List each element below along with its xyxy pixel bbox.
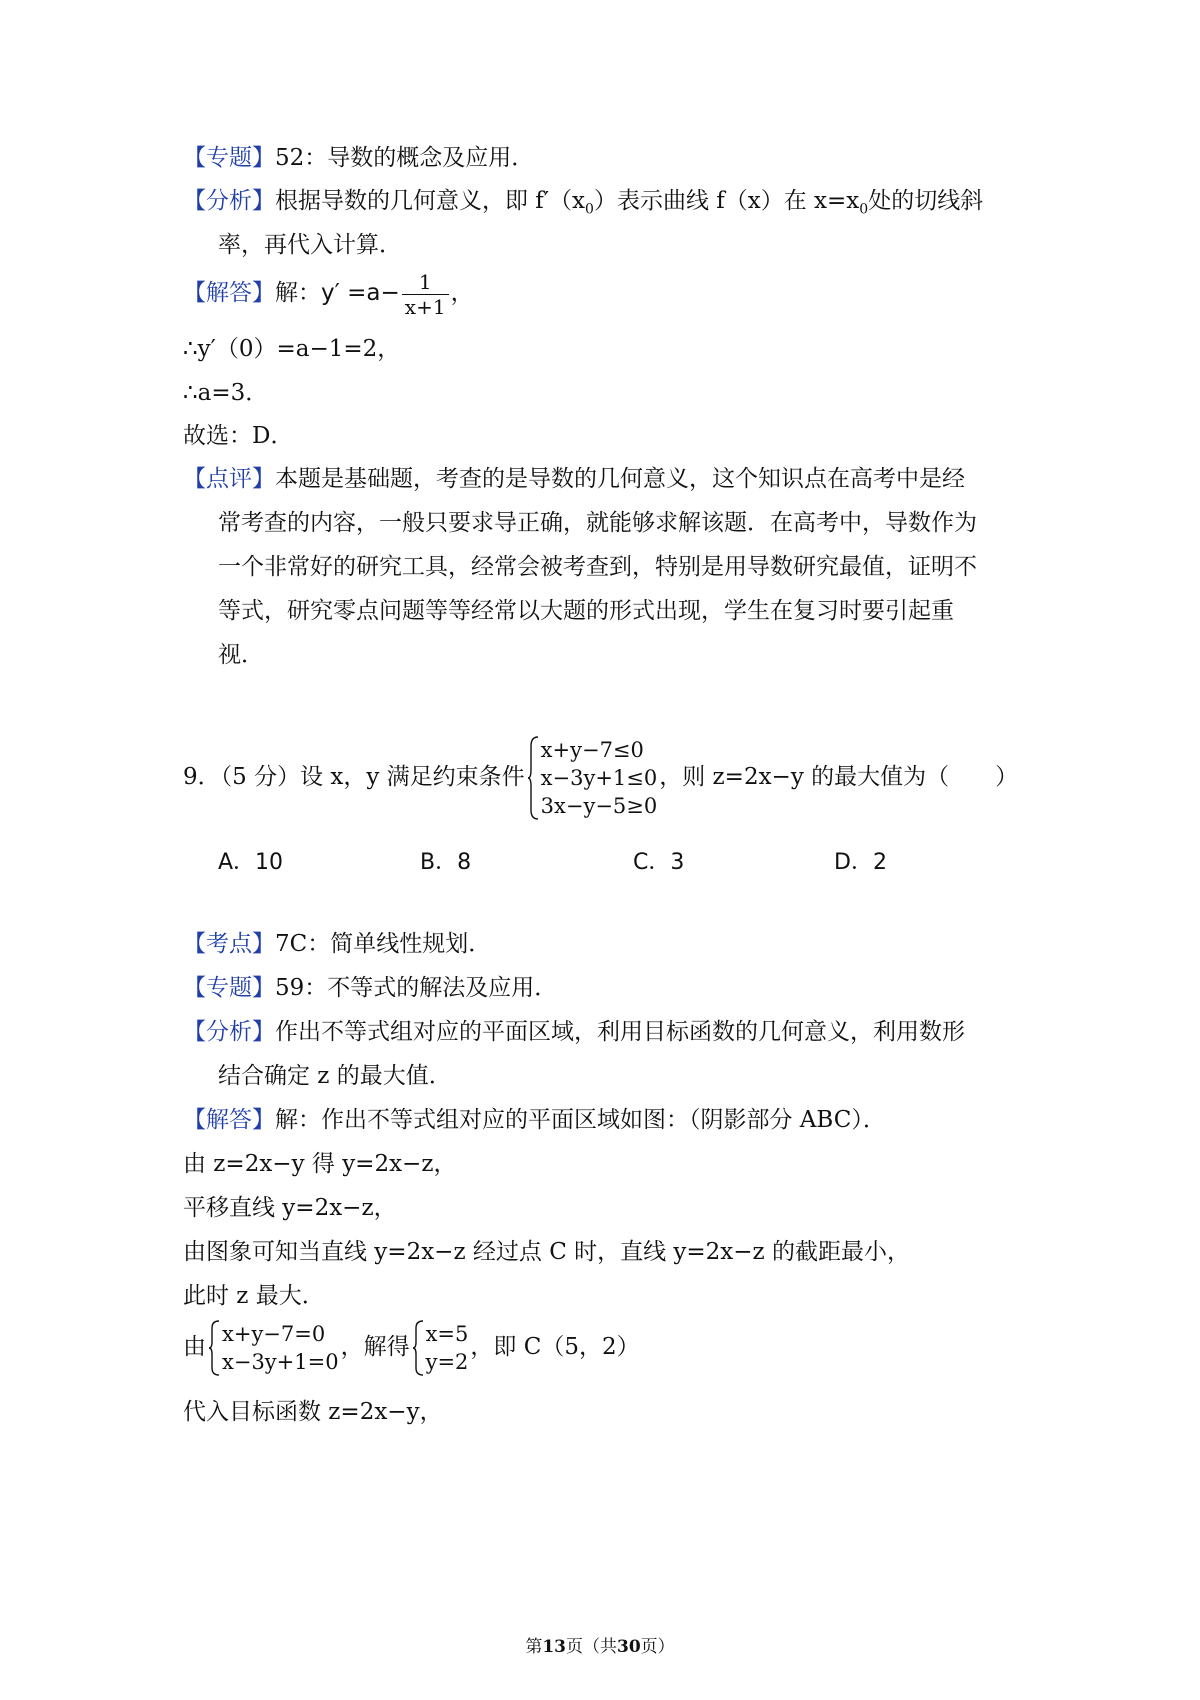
review-line-2: 常考查的内容，一般只要求导正确，就能够求解该题．在高考中，导数作为 xyxy=(218,510,977,536)
fraction-denominator: x+1 xyxy=(404,294,446,319)
option-b: B．8 xyxy=(420,850,472,875)
constraint-row: x−3y+1≤0 xyxy=(540,766,658,790)
answer-text-2: 解：作出不等式组对应的平面区域如图：（阴影部分 ABC）． xyxy=(275,1107,886,1133)
solution-step-4: 此时 z 最大． xyxy=(183,1283,325,1309)
question-stem-b: ，则 z=2x−y 的最大值为（ ） xyxy=(659,764,1019,790)
review-line-4: 等式，研究零点问题等等经常以大题的形式出现，学生在复习时要引起重 xyxy=(218,598,954,624)
page-number: 13 xyxy=(542,1637,566,1657)
equation-row: x+y−7=0 xyxy=(222,1322,326,1346)
topic-text-2: 59：不等式的解法及应用． xyxy=(275,975,558,1001)
left-brace-icon xyxy=(208,1320,220,1376)
step5-b: ，解得 xyxy=(340,1334,410,1360)
analysis-line-2: 率，再代入计算． xyxy=(218,232,402,258)
analysis-tag-2: 【分析】 xyxy=(183,1019,275,1045)
analysis-line-1 xyxy=(183,185,983,226)
equation-row: y=2 xyxy=(425,1350,469,1374)
option-a: A．10 xyxy=(218,850,284,875)
review-text: 本题是基础题，考查的是导数的几何意义，这个知识点在高考中是经 xyxy=(275,466,965,492)
equation-row: x−3y+1=0 xyxy=(222,1350,339,1374)
analysis-tag: 【分析】 xyxy=(183,188,275,214)
review-line-1 xyxy=(183,463,965,495)
analysis-text-b: ）表示曲线 f（x）在 x=x xyxy=(593,188,860,214)
equation-system-1 xyxy=(208,1320,339,1376)
answer-tag-2: 【解答】 xyxy=(183,1107,275,1133)
left-brace-icon xyxy=(527,736,539,820)
step-2: ∴a=3． xyxy=(183,380,269,406)
topic-tag-2: 【专题】 xyxy=(183,975,275,1001)
question-stem-a: 9．（5 分）设 x，y 满足约束条件 xyxy=(183,764,525,790)
topic-line xyxy=(183,142,534,174)
equation-system-2 xyxy=(412,1320,469,1376)
total-pages: 30 xyxy=(617,1637,641,1657)
answer-expression: y′ =a− xyxy=(321,280,400,306)
subscript: 0 xyxy=(859,201,869,218)
fraction-numerator: 1 xyxy=(402,270,449,295)
solution-step-6: 代入目标函数 z=2x−y， xyxy=(183,1399,443,1425)
option-d: D．2 xyxy=(834,850,887,875)
analysis-text-c: 处的切线斜 xyxy=(868,188,984,214)
analysis-text-2: 作出不等式组对应的平面区域，利用目标函数的几何意义，利用数形 xyxy=(275,1019,965,1045)
point-tag: 【考点】 xyxy=(183,931,275,957)
equation-row: x=5 xyxy=(425,1322,469,1346)
solution-step-5 xyxy=(183,1314,640,1380)
constraint-row: 3x−y−5≥0 xyxy=(540,794,658,818)
step5-c: ，即 C（5，2） xyxy=(470,1334,640,1360)
option-c: C．3 xyxy=(633,850,685,875)
footer-pre: 第 xyxy=(525,1637,543,1657)
step-1: ∴y′（0）=a−1=2， xyxy=(183,336,401,362)
question-stem xyxy=(183,730,1018,824)
footer-post: 页） xyxy=(640,1637,675,1657)
analysis-text-a: 根据导数的几何意义，即 f′（x xyxy=(275,188,586,214)
analysis-line-4: 结合确定 z 的最大值． xyxy=(218,1063,452,1089)
solution-step-3: 由图象可知当直线 y=2x−z 经过点 C 时，直线 y=2x−z 的截距最小， xyxy=(183,1239,910,1265)
fraction xyxy=(402,270,449,319)
choose-line: 故选：D． xyxy=(183,423,294,449)
footer-mid: 页（共 xyxy=(566,1637,617,1657)
page-footer xyxy=(0,1632,1200,1657)
point-line xyxy=(183,928,491,960)
point-text: 7C：简单线性规划． xyxy=(275,931,492,957)
step5-a: 由 xyxy=(183,1334,206,1360)
review-line-5: 视． xyxy=(218,642,264,668)
analysis-line-3 xyxy=(183,1016,965,1048)
answer-lead: 解： xyxy=(275,280,321,306)
solution-step-2: 平移直线 y=2x−z， xyxy=(183,1195,397,1221)
review-line-3: 一个非常好的研究工具，经常会被考查到，特别是用导数研究最值，证明不 xyxy=(218,554,977,580)
constraint-row: x+y−7≤0 xyxy=(540,738,644,762)
answer-tail: ， xyxy=(450,280,474,306)
constraint-system xyxy=(527,736,658,820)
topic-tag: 【专题】 xyxy=(183,145,275,171)
answer-line xyxy=(183,268,474,319)
review-tag: 【点评】 xyxy=(183,466,275,492)
topic-text: 52：导数的概念及应用． xyxy=(275,145,535,171)
topic-line-2 xyxy=(183,972,557,1004)
answer-tag: 【解答】 xyxy=(183,280,275,306)
solution-step-1: 由 z=2x−y 得 y=2x−z， xyxy=(183,1151,457,1177)
subscript: 0 xyxy=(585,201,594,218)
left-brace-icon xyxy=(412,1320,424,1376)
answer-line-2 xyxy=(183,1104,886,1136)
